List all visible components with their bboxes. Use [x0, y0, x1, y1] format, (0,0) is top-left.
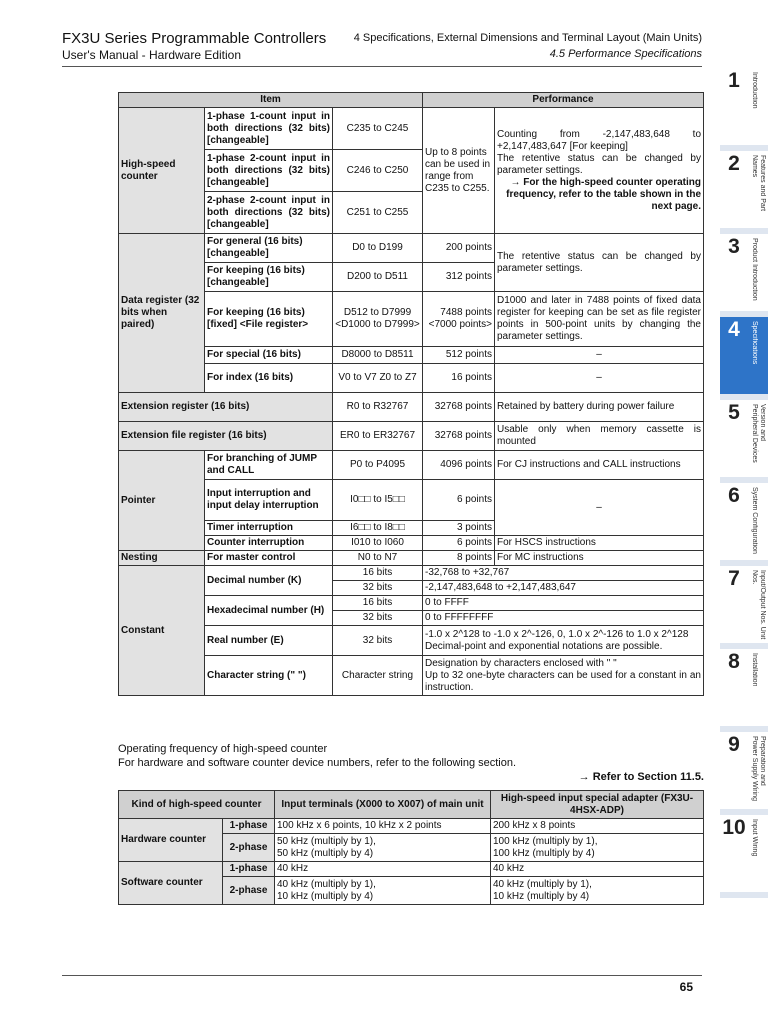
- chapter-tab-1[interactable]: [720, 68, 768, 151]
- tab-number: 4: [728, 318, 740, 341]
- device-range: I010 to I060: [333, 536, 423, 551]
- section-reference: → Refer to Section 11.5.: [578, 771, 704, 783]
- header-main-unit: Input terminals (X000 to X007) of main unit: [275, 791, 491, 819]
- performance-spec-table: [118, 92, 704, 696]
- row-category: Hardware counter: [119, 819, 223, 862]
- row-category: Nesting: [119, 551, 205, 566]
- hsc-frequency-table: [118, 790, 704, 905]
- points-cell: 8 points: [423, 551, 495, 566]
- freq-cell: [275, 834, 491, 862]
- freq-line: 10 kHz (multiply by 4): [493, 890, 590, 902]
- value-range: 0 to FFFFFFFF: [423, 611, 704, 626]
- header-performance: Performance: [423, 93, 704, 108]
- tab-number: 2: [728, 152, 740, 175]
- row-category: Constant: [119, 566, 205, 696]
- tab-number: 6: [728, 484, 740, 507]
- note-line: Operating frequency of high-speed counter: [118, 743, 328, 755]
- row-subitem: For general (16 bits) [changeable]: [205, 234, 333, 263]
- freq-line: 100 kHz (multiply by 4): [493, 847, 595, 859]
- device-range: D8000 to D8511: [333, 347, 423, 364]
- freq-cell: [491, 834, 704, 862]
- tab-number: 7: [728, 567, 740, 590]
- tab-label: Specifications: [751, 321, 758, 365]
- row-subitem: 2-phase 2-count input in both directions (32 bits) [changeable]: [205, 192, 333, 234]
- header-kind: Kind of high-speed counter: [119, 791, 275, 819]
- phase-label: 1-phase: [223, 819, 275, 834]
- phase-label: 1-phase: [223, 862, 275, 877]
- freq-cell: 200 kHz x 8 points: [491, 819, 704, 834]
- points-cell: 512 points: [423, 347, 495, 364]
- value-range: [423, 656, 704, 696]
- row-subitem: Counter interruption: [205, 536, 333, 551]
- freq-line: 50 kHz (multiply by 4): [277, 847, 374, 859]
- device-range: D200 to D511: [333, 263, 423, 292]
- freq-line: 40 kHz (multiply by 1),: [493, 878, 592, 890]
- note-cell: For CJ instructions and CALL instructions: [495, 451, 704, 480]
- chapter-tab-4[interactable]: [720, 317, 768, 400]
- page-number: 65: [679, 980, 693, 994]
- doc-subtitle: User's Manual - Hardware Edition: [62, 48, 242, 62]
- device-range: C251 to C255: [333, 192, 423, 234]
- value-range: -2,147,483,648 to +2,147,483,647: [423, 581, 704, 596]
- row-subitem: For keeping (16 bits) [changeable]: [205, 263, 333, 292]
- freq-cell: 100 kHz x 6 points, 10 kHz x 2 points: [275, 819, 491, 834]
- header-item: Item: [119, 93, 423, 108]
- points-cell: 4096 points: [423, 451, 495, 480]
- row-category: Software counter: [119, 862, 223, 905]
- bit-width: 32 bits: [333, 581, 423, 596]
- chapter-tab-3[interactable]: [720, 234, 768, 317]
- device-range: ER0 to ER32767: [333, 422, 423, 451]
- note-cell: –: [495, 480, 704, 536]
- chapter-tab-5[interactable]: [720, 400, 768, 483]
- note-cell: The retentive status can be changed by parameter settings.: [495, 234, 704, 292]
- header-adapter: High-speed input special adapter (FX3U-4HSX-ADP): [491, 791, 704, 819]
- device-range: D512 to D7999 <D1000 to D7999>: [333, 292, 423, 347]
- device-range: P0 to P4095: [333, 451, 423, 480]
- value-range: -32,768 to +32,767: [423, 566, 704, 581]
- tab-label: Installation: [751, 653, 758, 687]
- freq-cell: 40 kHz: [275, 862, 491, 877]
- tab-label: Input/Output Nos. Unit Nos.: [751, 570, 766, 640]
- tab-number: 9: [728, 733, 740, 756]
- row-subitem: For index (16 bits): [205, 364, 333, 393]
- tab-label: System Configuration: [751, 487, 758, 554]
- note-cell: For HSCS instructions: [495, 536, 704, 551]
- value-range: [423, 626, 704, 656]
- hsc-note-retentive: The retentive status can be changed by parameter settings.: [497, 152, 701, 176]
- real-notation: Decimal-point and exponential notations are possible.: [425, 640, 663, 652]
- note-cell: Retained by battery during power failure: [495, 393, 704, 422]
- row-subitem: Decimal number (K): [205, 566, 333, 596]
- tab-number: 10: [722, 816, 746, 839]
- freq-cell: [491, 877, 704, 905]
- row-category: Data register (32 bits when paired): [119, 234, 205, 393]
- device-range: I0□□ to I5□□: [333, 480, 423, 521]
- note-cell: –: [495, 347, 704, 364]
- points-cell: 3 points: [423, 521, 495, 536]
- note-cell: –: [495, 364, 704, 393]
- tab-label: Product Introduction: [751, 238, 758, 301]
- string-designation: Designation by characters enclosed with " ": [425, 657, 617, 669]
- note-cell: D1000 and later in 7488 points of fixed data register for keeping can be set as file register points in 500-point units by changing the parameter settings.: [495, 292, 704, 347]
- tab-label: Introduction: [751, 72, 758, 109]
- tab-label: Version and Peripheral Devices: [751, 404, 766, 463]
- points-cell: 16 points: [423, 364, 495, 393]
- device-range: Character string: [333, 656, 423, 696]
- chapter-tabs: [720, 68, 768, 898]
- device-range: C246 to C250: [333, 150, 423, 192]
- points-cell: 312 points: [423, 263, 495, 292]
- device-range: I6□□ to I8□□: [333, 521, 423, 536]
- device-range: V0 to V7 Z0 to Z7: [333, 364, 423, 393]
- row-subitem: Real number (E): [205, 626, 333, 656]
- device-range: D0 to D199: [333, 234, 423, 263]
- row-subitem: For master control: [205, 551, 333, 566]
- row-subitem: 1-phase 1-count input in both directions (32 bits) [changeable]: [205, 108, 333, 150]
- freq-cell: [275, 877, 491, 905]
- chapter-tab-6[interactable]: [720, 483, 768, 566]
- chapter-tab-7[interactable]: [720, 566, 768, 649]
- device-range: C235 to C245: [333, 108, 423, 150]
- note-line: For hardware and software counter device numbers, refer to the following section.: [118, 757, 517, 769]
- row-subitem: Timer interruption: [205, 521, 333, 536]
- row-category: High-speed counter: [119, 108, 205, 234]
- freq-line: 10 kHz (multiply by 4): [277, 890, 374, 902]
- chapter-tab-8[interactable]: [720, 649, 768, 732]
- row-category: Extension file register (16 bits): [119, 422, 333, 451]
- tab-label: Features and Part Names: [751, 155, 766, 212]
- row-subitem: For special (16 bits): [205, 347, 333, 364]
- real-range: -1.0 x 2^128 to -1.0 x 2^-126, 0, 1.0 x 2^-126 to 1.0 x 2^128: [425, 628, 689, 640]
- note-cell: Usable only when memory cassette is mounted: [495, 422, 704, 451]
- freq-line: 100 kHz (multiply by 1),: [493, 835, 598, 847]
- row-subitem: Hexadecimal number (H): [205, 596, 333, 626]
- row-subitem: For branching of JUMP and CALL: [205, 451, 333, 480]
- hsc-notes: [495, 108, 704, 234]
- points-cell: 32768 points: [423, 393, 495, 422]
- hsc-note-range: Counting from -2,147,483,648 to +2,147,483,647 [For keeping]: [497, 128, 701, 152]
- doc-title: FX3U Series Programmable Controllers: [62, 30, 327, 47]
- row-subitem: Character string (" "): [205, 656, 333, 696]
- points-cell: 32768 points: [423, 422, 495, 451]
- value-range: 0 to FFFF: [423, 596, 704, 611]
- notes-block: [118, 742, 704, 770]
- freq-cell: 40 kHz: [491, 862, 704, 877]
- section-heading: 4.5 Performance Specifications: [549, 48, 702, 60]
- device-range: N0 to N7: [333, 551, 423, 566]
- phase-label: 2-phase: [223, 877, 275, 905]
- header-rule: [62, 66, 702, 67]
- tab-number: 1: [728, 69, 740, 92]
- hsc-note-reference: → For the high-speed counter operating frequency, refer to the table shown in the next page.: [506, 176, 701, 212]
- row-category: Pointer: [119, 451, 205, 551]
- tab-label: Preparation and Power Supply Wiring: [751, 736, 766, 801]
- phase-label: 2-phase: [223, 834, 275, 862]
- points-cell: 7488 points <7000 points>: [423, 292, 495, 347]
- points-cell: 6 points: [423, 536, 495, 551]
- bit-width: 32 bits: [333, 611, 423, 626]
- points-cell: 6 points: [423, 480, 495, 521]
- points-cell: 200 points: [423, 234, 495, 263]
- string-limit: Up to 32 one-byte characters can be used for a constant in an instruction.: [425, 669, 701, 693]
- tab-number: 5: [728, 401, 740, 424]
- row-category: Extension register (16 bits): [119, 393, 333, 422]
- row-subitem: For keeping (16 bits) [fixed] <File register>: [205, 292, 333, 347]
- chapter-heading: 4 Specifications, External Dimensions and Terminal Layout (Main Units): [353, 32, 702, 44]
- footer-rule: [62, 975, 702, 976]
- tab-number: 3: [728, 235, 740, 258]
- freq-line: 40 kHz (multiply by 1),: [277, 878, 376, 890]
- chapter-tab-9[interactable]: [720, 732, 768, 815]
- row-subitem: 1-phase 2-count input in both directions (32 bits) [changeable]: [205, 150, 333, 192]
- points-cell: Up to 8 points can be used in range from C235 to C255.: [423, 108, 495, 234]
- bit-width: 16 bits: [333, 566, 423, 581]
- tab-number: 8: [728, 650, 740, 673]
- tab-label: Input Wiring: [751, 819, 758, 857]
- freq-line: 50 kHz (multiply by 1),: [277, 835, 376, 847]
- note-cell: For MC instructions: [495, 551, 704, 566]
- chapter-tab-2[interactable]: [720, 151, 768, 234]
- bit-width: 16 bits: [333, 596, 423, 611]
- chapter-tab-10[interactable]: [720, 815, 768, 898]
- bit-width: 32 bits: [333, 626, 423, 656]
- row-subitem: Input interruption and input delay interruption: [205, 480, 333, 521]
- device-range: R0 to R32767: [333, 393, 423, 422]
